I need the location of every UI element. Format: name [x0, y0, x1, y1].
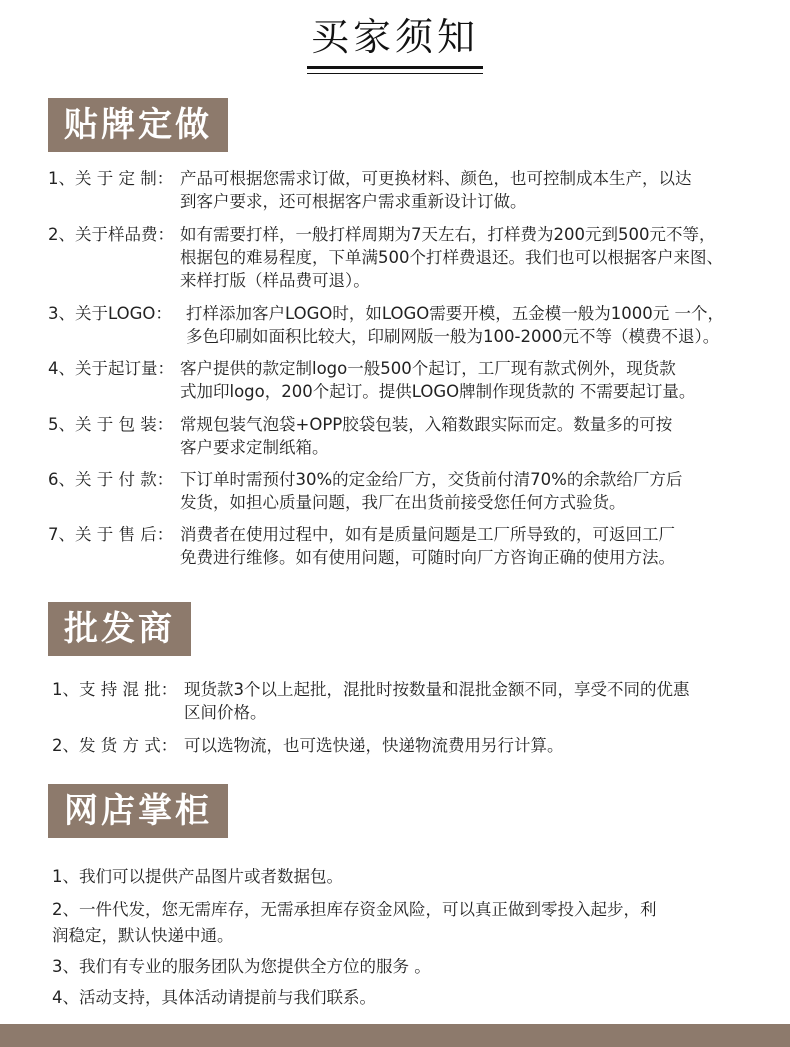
wholesale-item: [52, 734, 762, 757]
item-text: 现货款3个以上起批，混批时按数量和混批金额不同，享受不同的优惠 区间价格。: [184, 680, 690, 722]
oem-item: [48, 167, 758, 213]
item-label: 4、关于起订量：: [48, 359, 174, 378]
item-text: 消费者在使用过程中，如有是质量问题是工厂所导致的，可返回工厂 免费进行维修。如有使用问题，可随时向厂方咨询正确的使用方法。: [180, 525, 675, 567]
page-title: 买家须知: [310, 15, 479, 59]
item-label: 1、支 持 混 批：: [52, 680, 178, 699]
shop-item: 2、一件代发，您无需库存，无需承担库存资金风险，可以真正做到零投入起步，利 润稳定，默认快递中通。: [52, 900, 657, 945]
oem-item: [48, 302, 758, 348]
shop-item: 4、活动支持，具体活动请提前与我们联系。: [52, 988, 376, 1007]
footer-bar: [0, 1024, 790, 1047]
item-text: 打样添加客户LOGO时，如LOGO需要开模，五金模一般为1000元 一个， 多色印刷如面积比较大，印刷网版一般为100-2000元不等（模费不退）。: [186, 304, 724, 346]
item-label: 6、关 于 付 款：: [48, 470, 174, 489]
title-underline-thick: [307, 66, 483, 69]
oem-item: [48, 523, 758, 569]
section-tag-oem: 贴牌定做: [48, 98, 228, 152]
oem-item: [48, 413, 758, 459]
section-tag-shop-owner: 网店掌柜: [48, 784, 228, 838]
item-label: 7、关 于 售 后：: [48, 525, 174, 544]
shop-item: 1、我们可以提供产品图片或者数据包。: [52, 867, 343, 886]
item-text: 客户提供的款定制logo一般500个起订，工厂现有款式例外，现货款 式加印logo，200个起订。提供LOGO牌制作现货款的 不需要起订量。: [180, 359, 696, 401]
item-text: 如有需要打样，一般打样周期为7天左右，打样费为200元到500元不等， 根据包的难易程度，下单满500个打样费退还。我们也可以根据客户来图、 来样打版（样品费可退）。: [180, 225, 723, 290]
oem-item: [48, 468, 758, 514]
item-label: 1、关 于 定 制：: [48, 169, 174, 188]
item-text: 常规包装气泡袋+OPP胶袋包装，入箱数跟实际而定。数量多的可按 客户要求定制纸箱。: [180, 415, 673, 457]
section-tag-wholesale: 批发商: [48, 602, 191, 656]
oem-item: [48, 223, 758, 292]
item-text: 产品可根据您需求订做，可更换材料、颜色，也可控制成本生产，以达 到客户要求，还可根据客户需求重新设计订做。: [180, 169, 692, 211]
item-label: 2、关于样品费：: [48, 225, 174, 244]
item-text: 可以选物流，也可选快递，快递物流费用另行计算。: [184, 736, 564, 755]
item-label: 2、发 货 方 式：: [52, 736, 178, 755]
title-underline-thin: [307, 73, 483, 74]
wholesale-item: [52, 678, 762, 724]
item-text: 下订单时需预付30%的定金给厂方，交货前付清70%的余款给厂方后 发货，如担心质量问题，我厂在出货前接受您任何方式验货。: [180, 470, 683, 512]
shop-item: 3、我们有专业的服务团队为您提供全方位的服务 。: [52, 957, 431, 976]
oem-item: [48, 357, 758, 403]
item-label: 3、关于LOGO：: [48, 304, 172, 323]
item-label: 5、关 于 包 装：: [48, 415, 174, 434]
